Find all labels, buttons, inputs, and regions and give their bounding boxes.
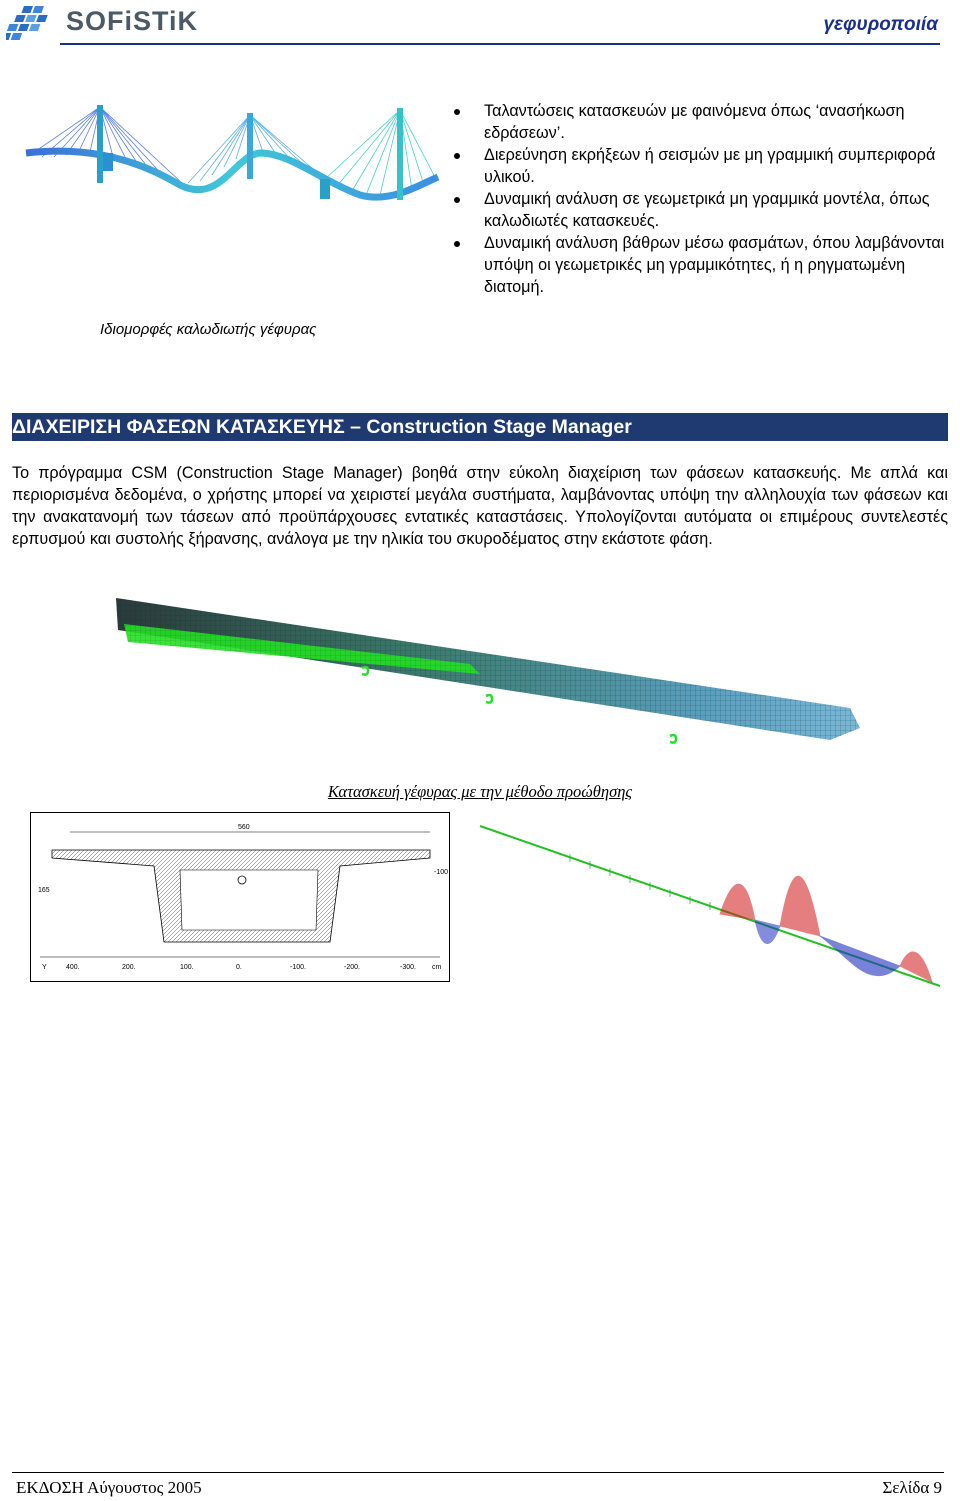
axis-label: -300. xyxy=(400,964,416,971)
axis-label: -100. xyxy=(290,964,306,971)
box-girder-section-drawing xyxy=(30,812,450,982)
list-item: Δυναμική ανάλυση σε γεωμετρικά μη γραμμικά μοντέλα, όπως καλωδιωτές κατασκευές. xyxy=(448,188,948,232)
sofistik-logo-mark xyxy=(6,2,66,44)
logo-text: SOFiSTiK xyxy=(66,6,199,36)
page-number: Σελίδα 9 xyxy=(882,1478,942,1497)
list-item: Ταλαντώσεις κατασκευών με φαινόμενα όπως ‘ανασήκωση εδράσεων’. xyxy=(448,100,948,144)
dim-left: 165 xyxy=(38,887,50,894)
axis-label: cm xyxy=(432,964,442,971)
axis-label: Y xyxy=(42,964,47,971)
incremental-launching-image xyxy=(110,590,870,760)
caption-text: Κατασκευή γέφυρας με την μέθοδο προώθησης xyxy=(327,782,633,801)
footer-rule xyxy=(12,1472,944,1473)
axis-label: -200. xyxy=(344,964,360,971)
list-item: Δυναμική ανάλυση βάθρων μέσω φασμάτων, όπου λαμβάνονται υπόψη οι γεωμετρικές μη γραμμικότητες, ή η ρηγματωμένη διατομή. xyxy=(448,232,948,298)
footer-edition: ΕΚΔΟΣΗ Αύγουστος 2005 xyxy=(16,1478,202,1497)
figure-caption-launch xyxy=(0,782,960,802)
section-title: ΔΙΑΧΕΙΡΙΣΗ ΦΑΣΕΩΝ ΚΑΤΑΣΚΕΥΗΣ – Construction Stage Manager xyxy=(12,416,632,438)
header-title: γεφυροποιία xyxy=(823,14,938,35)
axis-label: 0. xyxy=(236,964,242,971)
dim-right: -100 xyxy=(434,869,449,876)
feature-list xyxy=(448,100,948,298)
list-item: Διερεύνηση εκρήξεων ή σεισμών με μη γραμμική συμπεριφορά υλικού. xyxy=(448,144,948,188)
section-paragraph: Το πρόγραμμα CSM (Construction Stage Manager) βοηθά στην εύκολη διαχείριση των φάσεων κατασκευής. Με απλά και περιορισμένα δεδομένα, ο χρήστης μπορεί να χειριστεί μεγάλα συστήματα, λαμβάνοντας υπόψη την αλληλουχία των φάσεων και την ανακατανομή των τάσεων από προϋπάρχουσες εντατικές καταστάσεις. Υπολογίζονται αυτόματα οι επιμέρους συντελεστές ερπυσμού και συστολής ξήρανσης, ανάλογα με την ηλικία του σκυροδέματος στην εκάστοτε φάση. xyxy=(12,464,948,548)
axis-label: 400. xyxy=(66,964,80,971)
cable-stayed-bridge-image xyxy=(20,95,440,305)
moment-diagram-image xyxy=(470,818,950,998)
dim-top: 560 xyxy=(238,824,250,831)
figure-caption-modes: Ιδιομορφές καλωδιωτής γέφυρας xyxy=(100,321,317,338)
header-rule xyxy=(60,43,940,45)
axis-label: 100. xyxy=(180,964,194,971)
axis-label: 200. xyxy=(122,964,136,971)
